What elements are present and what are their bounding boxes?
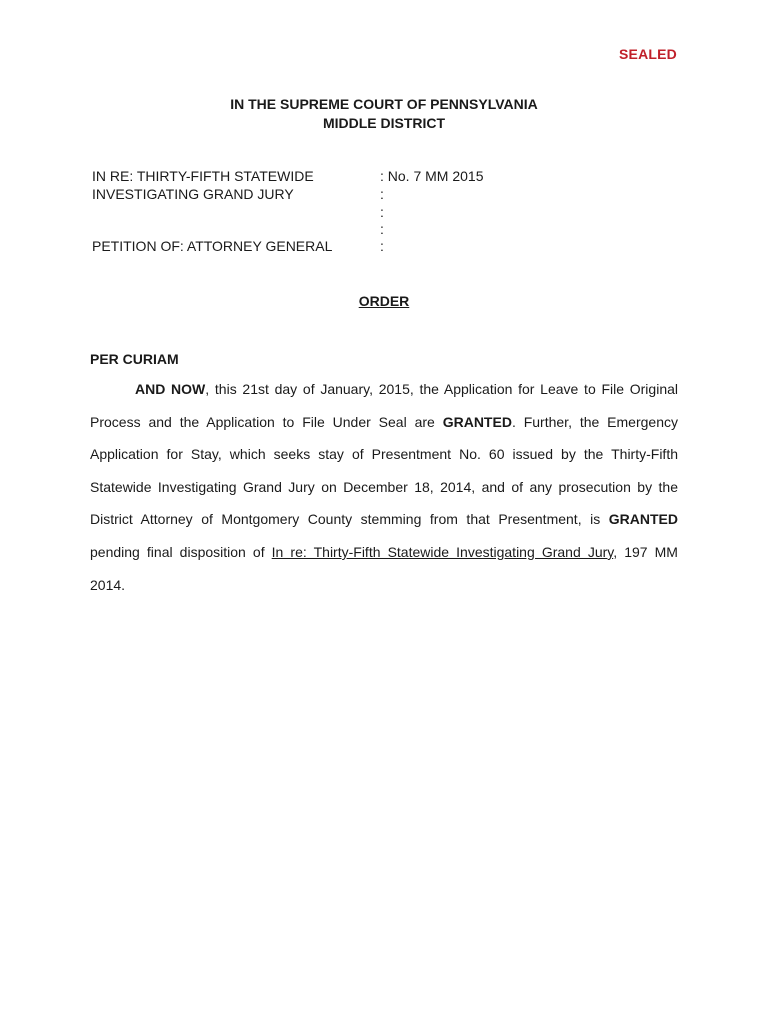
and-now-bold: AND NOW (135, 381, 206, 397)
caption-colon: : (380, 186, 384, 202)
caption-in-re: IN RE: THIRTY-FIFTH STATEWIDE (92, 168, 314, 184)
sealed-stamp: SEALED (619, 46, 677, 62)
caption-grand-jury: INVESTIGATING GRAND JURY (92, 186, 294, 202)
order-text: pending final disposition of (90, 543, 272, 560)
caption-petition: PETITION OF: ATTORNEY GENERAL (92, 238, 333, 254)
caption-docket-number: : No. 7 MM 2015 (380, 168, 484, 184)
caption-colon: : (380, 204, 384, 220)
order-text: , this 21st day of January, 2015, the Application for Leave to File Original Process and the Application to File Under Seal are (90, 381, 679, 430)
court-name: IN THE SUPREME COURT OF PENNSYLVANIA (230, 96, 538, 112)
order-text: , 197 MM 2014. (90, 543, 678, 593)
court-heading (0, 95, 768, 133)
caption-colon: : (380, 238, 384, 254)
per-curiam-label: PER CURIAM (90, 351, 179, 367)
case-citation: In re: Thirty-Fifth Statewide Investigating Grand Jury (271, 543, 614, 560)
order-title: ORDER (358, 293, 410, 309)
caption-colon: : (380, 221, 384, 237)
order-body (90, 373, 678, 601)
court-district: MIDDLE DISTRICT (322, 115, 446, 131)
order-text: . Further, the Emergency Application for Stay, which seeks stay of Presentment No. 60 issued by the Thirty-Fifth Statewide Investigating Grand Jury on December 18, 2014, and of any prosecution by the District Attorney of Montgomery County stemming from that Presentment, is (90, 413, 678, 528)
granted-bold: GRANTED (442, 413, 512, 430)
granted-bold: GRANTED (608, 511, 678, 528)
